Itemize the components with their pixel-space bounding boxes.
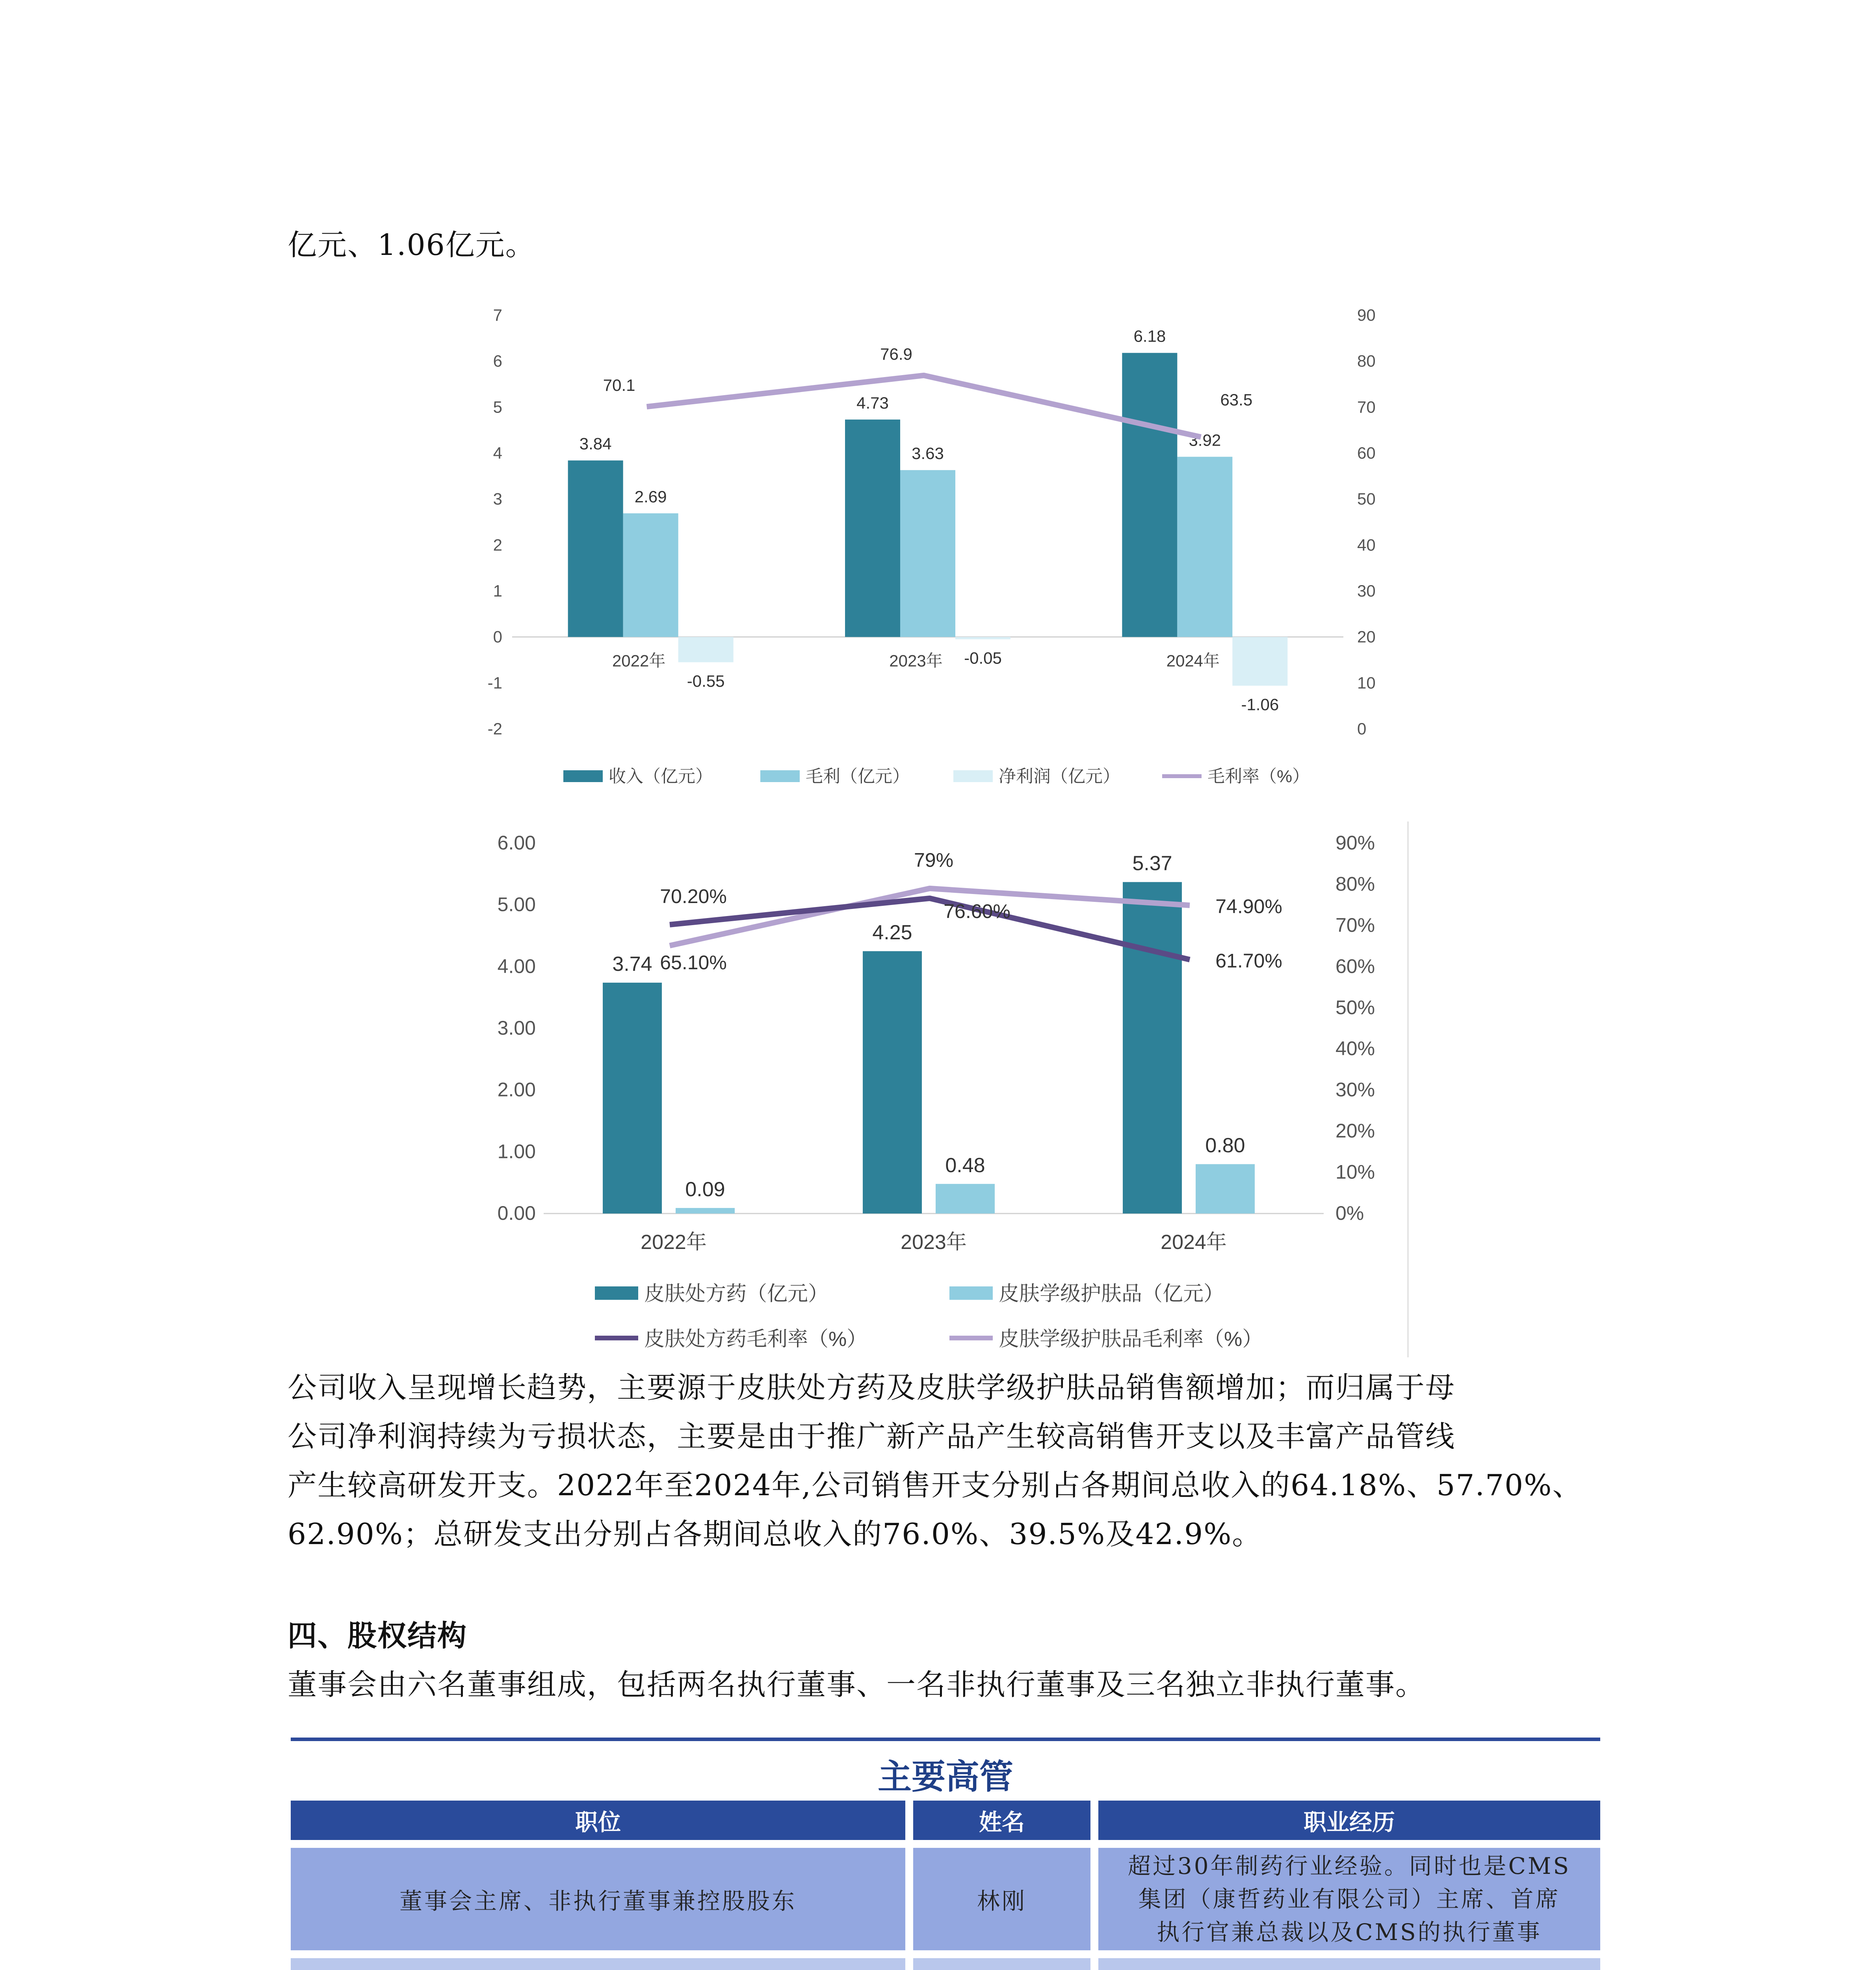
bar-data-label: 3.84 [579, 434, 612, 453]
y-tick-label: 1 [493, 582, 502, 600]
bar-data-label: 0.80 [1205, 1134, 1245, 1157]
revenue-paragraph-line-2: 公司净利润持续为亏损状态，主要是由于推广新产品产生较高销售开支以及丰富产品管线 [288, 1420, 1455, 1453]
intro-line: 亿元、1.06亿元。 [288, 228, 535, 262]
y2-tick-label: 30 [1357, 582, 1376, 600]
y2-tick-label: 80% [1335, 873, 1375, 895]
table-row-1-experience-line-3: 执行官兼总裁以及CMS的执行董事 [1157, 1919, 1542, 1946]
y-tick-label: 6.00 [497, 832, 536, 854]
revenue-paragraph-line-4: 62.90%；总研发支出分别占各期间总收入的76.0%、39.5%及42.9%。 [288, 1517, 1262, 1551]
y2-tick-label: 60% [1335, 955, 1375, 978]
legend-label-2: 皮肤学级护肤品（亿元） [999, 1282, 1224, 1305]
revenue-paragraph-line-1: 公司收入呈现增长趋势，主要源于皮肤处方药及皮肤学级护肤品销售额增加；而归属于母 [288, 1371, 1455, 1405]
y2-tick-label: 90 [1357, 306, 1376, 324]
x-tick-label: 2023年 [889, 651, 943, 670]
legend-label-3: 净利润（亿元） [999, 767, 1120, 786]
y-tick-label: 3.00 [497, 1017, 536, 1039]
table-row-2-name [913, 1958, 1090, 1970]
y-tick-label: 2 [493, 535, 502, 554]
bar-data-label: -0.05 [964, 649, 1002, 667]
bar-data-label: 6.18 [1133, 327, 1166, 346]
x-tick-label: 2024年 [1161, 1231, 1227, 1254]
bar-data-label: 0.09 [685, 1178, 725, 1201]
line-data-label: 76.9 [880, 344, 912, 363]
chart2-right-border [1407, 821, 1409, 1357]
revenue-paragraph-line-3: 产生较高研发开支。2022年至2024年,公司销售开支分别占各期间总收入的64.18%、57.70%、 [288, 1468, 1583, 1502]
legend-label-4: 皮肤学级护肤品毛利率（%） [999, 1328, 1263, 1351]
line-gross-margin [647, 375, 1201, 437]
board-line: 董事会由六名董事组成，包括两名执行董事、一名非执行董事及三名独立非执行董事。 [288, 1668, 1425, 1702]
line-data-label: 70.20% [660, 885, 727, 907]
bar-2-3 [1196, 1164, 1255, 1214]
bar-1-3 [1122, 353, 1177, 637]
y2-tick-label: 70 [1357, 398, 1376, 416]
bar-1-1 [568, 461, 623, 637]
bar-1-2 [863, 951, 922, 1214]
legend-label-1: 皮肤处方药（亿元） [644, 1282, 829, 1305]
legend-label-1: 收入（亿元） [609, 767, 713, 786]
table-row-1-experience-line-2: 集团（康哲药业有限公司）主席、首席 [1138, 1886, 1560, 1912]
bar-2-3 [1177, 457, 1232, 637]
bar-data-label: 4.73 [856, 393, 889, 412]
x-tick-label: 2023年 [901, 1231, 967, 1254]
bar-data-label: -0.55 [687, 671, 725, 690]
line-data-label: 61.70% [1215, 950, 1282, 972]
legend-swatch-1 [563, 770, 603, 782]
chart-revenue-profit [465, 292, 1410, 804]
y-tick-label: 4 [493, 444, 502, 462]
bar-1-2 [845, 420, 900, 637]
y2-tick-label: 90% [1335, 832, 1375, 854]
legend-label-4: 毛利率（%） [1207, 767, 1310, 786]
line-data-label: 70.1 [603, 376, 635, 395]
legend-label-3: 皮肤处方药毛利率（%） [644, 1328, 867, 1351]
line-data-label: 79% [914, 849, 954, 871]
bar-1-1 [603, 983, 662, 1214]
header-experience: 职业经历 [1098, 1801, 1600, 1840]
table-row-2-experience [1098, 1958, 1600, 1970]
y2-tick-label: 10 [1357, 673, 1376, 692]
section-title: 四、股权结构 [288, 1619, 467, 1653]
header-name: 姓名 [913, 1801, 1090, 1840]
bar-2-2 [936, 1184, 995, 1214]
bar-3-1 [678, 637, 734, 662]
y-tick-label: -2 [487, 719, 502, 738]
y2-tick-label: 50% [1335, 996, 1375, 1018]
bar-2-1 [623, 513, 678, 637]
bar-1-3 [1123, 882, 1182, 1214]
bar-3-3 [1232, 637, 1287, 686]
y2-tick-label: 40 [1357, 535, 1376, 554]
y-tick-label: -1 [487, 673, 502, 692]
table-row-1-position: 董事会主席、非执行董事兼控股股东 [291, 1848, 905, 1950]
y2-tick-label: 10% [1335, 1161, 1375, 1183]
x-tick-label: 2024年 [1166, 651, 1220, 670]
y-tick-label: 3 [493, 489, 502, 508]
y-tick-label: 5 [493, 398, 502, 416]
bar-data-label: 2.69 [634, 487, 667, 506]
line-data-label: 65.10% [660, 952, 727, 974]
header-position: 职位 [291, 1801, 905, 1840]
table-row-2-position [291, 1958, 905, 1970]
legend-swatch-2 [760, 770, 800, 782]
legend-swatch-1 [595, 1286, 638, 1300]
table-title: 主要高管 [878, 1757, 1013, 1797]
table-top-rule [291, 1738, 1600, 1741]
x-tick-label: 2022年 [612, 651, 666, 670]
legend-swatch-3 [953, 770, 993, 782]
table-row-1-experience-line-1: 超过30年制药行业经验。同时也是CMS [1127, 1853, 1571, 1879]
y2-tick-label: 0 [1357, 719, 1367, 738]
y2-tick-label: 80 [1357, 351, 1376, 370]
bar-data-label: 3.92 [1189, 431, 1221, 450]
bar-2-2 [900, 470, 955, 637]
chart-segment-revenue [465, 820, 1410, 1363]
table-row-1-experience [1098, 1848, 1600, 1950]
bar-2-1 [676, 1208, 735, 1214]
y2-tick-label: 30% [1335, 1078, 1375, 1101]
x-tick-label: 2022年 [641, 1231, 707, 1254]
revenue-paragraph [288, 1363, 1607, 1559]
y-tick-label: 6 [493, 351, 502, 370]
y2-tick-label: 20 [1357, 627, 1376, 646]
bar-data-label: 0.48 [945, 1154, 985, 1177]
y2-tick-label: 70% [1335, 914, 1375, 936]
bar-data-label: 3.63 [912, 444, 944, 463]
y2-tick-label: 20% [1335, 1120, 1375, 1142]
table-row-1-name: 林刚 [913, 1848, 1090, 1950]
legend-swatch-2 [949, 1286, 993, 1300]
bar-data-label: 3.74 [612, 953, 652, 976]
legend-label-2: 毛利（亿元） [806, 767, 910, 786]
y2-tick-label: 60 [1357, 444, 1376, 462]
bar-data-label: 5.37 [1132, 852, 1172, 875]
bar-data-label: -1.06 [1241, 695, 1279, 714]
y-tick-label: 5.00 [497, 893, 536, 916]
bar-3-2 [955, 637, 1010, 639]
line-data-label: 76.60% [944, 900, 1010, 922]
y-tick-label: 4.00 [497, 955, 536, 978]
bar-data-label: 4.25 [872, 921, 912, 944]
y-tick-label: 2.00 [497, 1078, 536, 1101]
y2-tick-label: 50 [1357, 489, 1376, 508]
y-tick-label: 0 [493, 627, 502, 646]
y-tick-label: 0.00 [497, 1202, 536, 1224]
y2-tick-label: 40% [1335, 1037, 1375, 1060]
y2-tick-label: 0% [1335, 1202, 1364, 1224]
y-tick-label: 7 [493, 306, 502, 324]
y-tick-label: 1.00 [497, 1140, 536, 1163]
line-data-label: 74.90% [1215, 895, 1282, 918]
line-data-label: 63.5 [1220, 390, 1253, 409]
